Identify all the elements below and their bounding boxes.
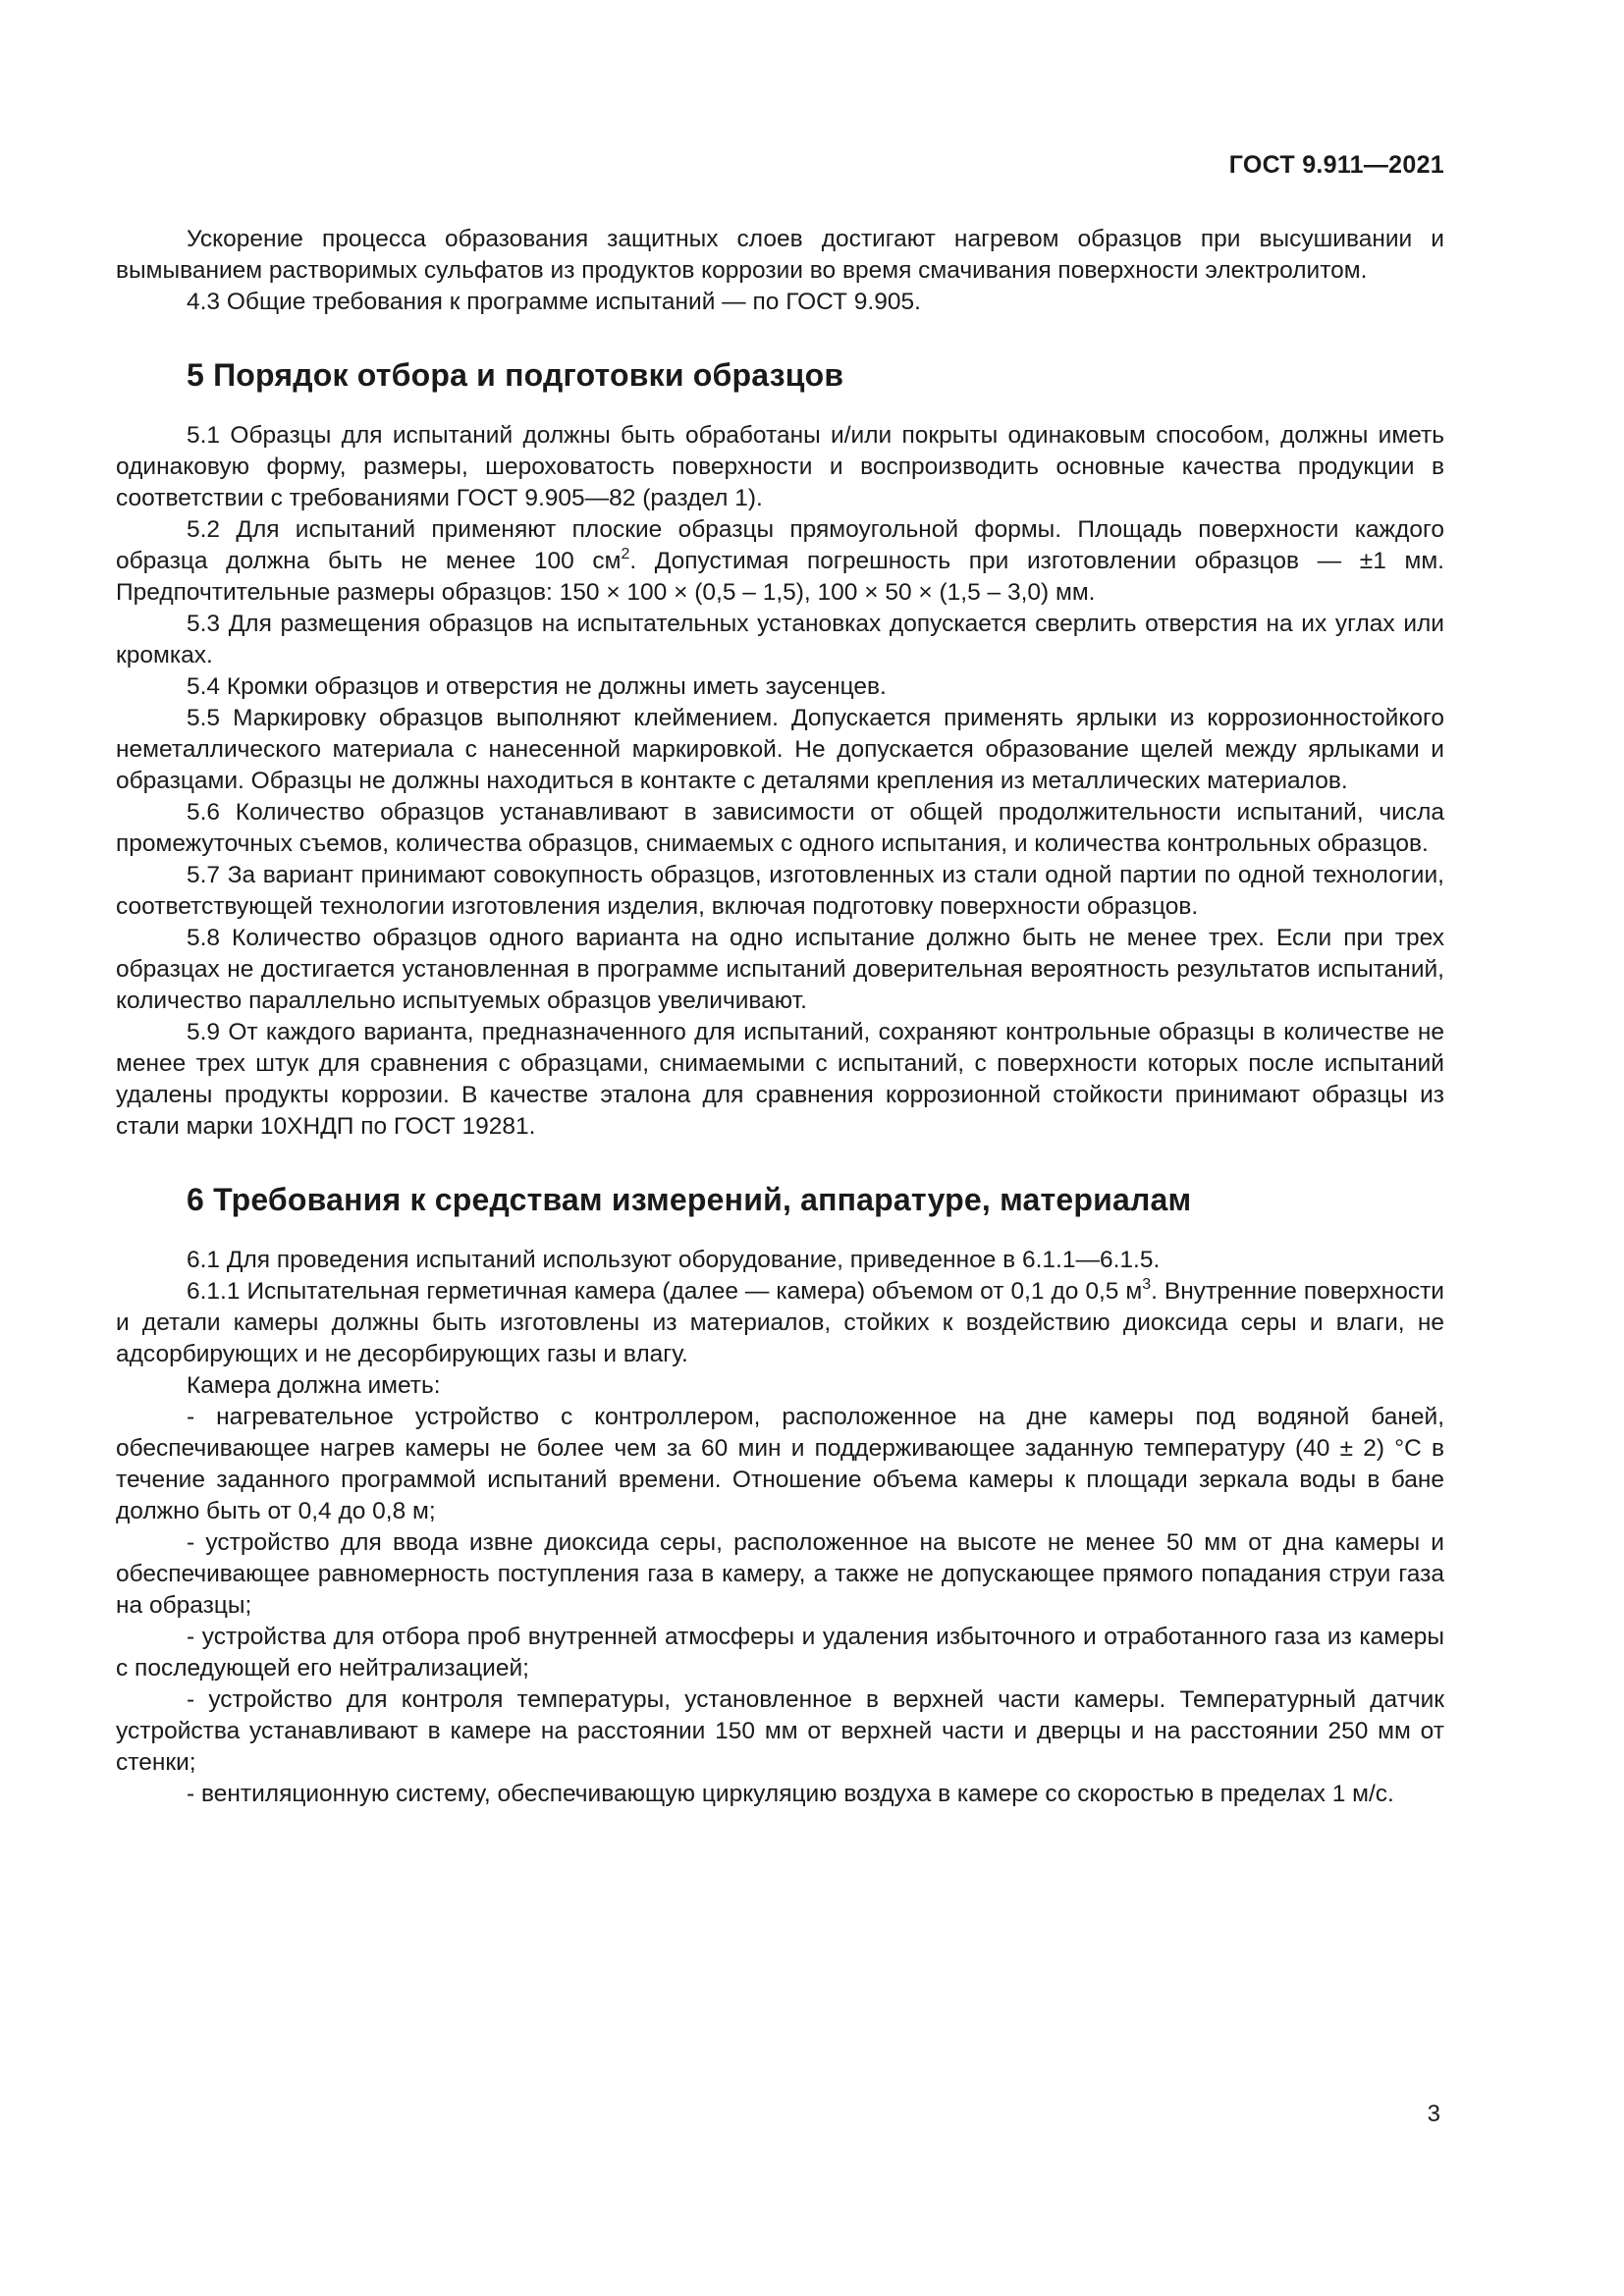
paragraph: 5.3 Для размещения образцов на испытательных установках допускается сверлить отверстия на их углах или кромках. [116,611,1444,668]
page-number: 3 [1427,2101,1440,2127]
list-item: - устройства для отбора проб внутренней атмосферы и удаления избыточного и отработанного газа из камеры с последующей его нейтрализацией; [116,1624,1444,1682]
paragraph: 5.5 Маркировку образцов выполняют клеймением. Допускается применять ярлыки из коррозионностойкого неметаллического материала с нанесенной маркировкой. Не допускается образование щелей между ярлыками и образцами. Образцы не должны находиться в контакте с деталями крепления из металлических материалов. [116,705,1444,794]
paragraph [116,1276,1444,1370]
paragraph: 5.6 Количество образцов устанавливают в зависимости от общей продолжительности испытаний, числа промежуточных съемов, количества образцов, снимаемых с одного испытания, и количества контрольных образцов. [116,799,1444,857]
paragraph: Камера должна иметь: [187,1372,441,1399]
paragraph: 5.1 Образцы для испытаний должны быть обработаны и/или покрыты одинаковым способом, должны иметь одинаковую форму, размеры, шероховатость поверхности и воспроизводить основные качества продукции в соответствии с требованиями ГОСТ 9.905—82 (раздел 1). [116,422,1444,511]
paragraph [116,514,1444,609]
paragraph: 5.7 За вариант принимают совокупность образцов, изготовленных из стали одной партии по одной технологии, соответствующей технологии изготовления изделия, включая подготовку поверхности образцов. [116,862,1444,920]
text-run: . Внутренние поверхности и детали камеры должны быть изготовлены из материалов, стойких к воздействию диоксида серы и влаги, не адсорбирующих и не десорбирующих газы и влагу. [116,1278,1444,1367]
paragraph: 4.3 Общие требования к программе испытаний — по ГОСТ 9.905. [187,289,921,315]
document-id-header: ГОСТ 9.911—2021 [1228,151,1444,179]
paragraph: 6.1 Для проведения испытаний используют оборудование, приведенное в 6.1.1—6.1.5. [187,1247,1161,1273]
document-body [116,224,1444,1810]
paragraph: Ускорение процесса образования защитных слоев достигают нагревом образцов при высушивании и вымыванием растворимых сульфатов из продуктов коррозии во время смачивания поверхности электролитом. [116,226,1444,284]
superscript: 3 [1142,1276,1152,1293]
list-item: - нагревательное устройство с контроллером, расположенное на дне камеры под водяной баней, обеспечивающее нагрев камеры не более чем за 60 мин и поддерживающее заданную температуру (40 ± 2) °С в течение заданного программой испытаний времени. Отношение объема камеры к площади зеркала воды в бане должно быть от 0,4 до 0,8 м; [116,1404,1444,1524]
list-item: - устройство для контроля температуры, установленное в верхней части камеры. Температурный датчик устройства устанавливают в камере на расстоянии 150 мм от верхней части и дверцы и на расстоянии 250 мм от стенки; [116,1686,1444,1776]
paragraph: 5.9 От каждого варианта, предназначенного для испытаний, сохраняют контрольные образцы в количестве не менее трех штук для сравнения с образцами, снимаемыми с испытаний, с поверхности которых после испытаний удалены продукты коррозии. В качестве эталона для сравнения коррозионной стойкости принимают образцы из стали марки 10ХНДП по ГОСТ 19281. [116,1019,1444,1140]
section-6-heading: 6 Требования к средствам измерений, аппаратуре, материалам [187,1182,1192,1217]
text-run: 5.2 Для испытаний применяют плоские образцы прямоугольной формы. Площадь поверхности каждого образца должна быть не менее 100 см [116,516,1444,574]
text-run: 6.1.1 Испытательная герметичная камера (далее — камера) объемом от 0,1 до 0,5 м [187,1278,1143,1305]
superscript: 2 [621,546,630,562]
paragraph: 5.4 Кромки образцов и отверстия не должны иметь заусенцев. [187,673,887,700]
list-item: - устройство для ввода извне диоксида серы, расположенное на высоте не менее 50 мм от дна камеры и обеспечивающее равномерность поступления газа в камеру, а также не допускающее прямого попадания струи газа на образцы; [116,1529,1444,1619]
list-item: - вентиляционную систему, обеспечивающую циркуляцию воздуха в камере со скоростью в пределах 1 м/с. [187,1781,1394,1807]
section-5-heading: 5 Порядок отбора и подготовки образцов [187,357,844,393]
paragraph: 5.8 Количество образцов одного варианта на одно испытание должно быть не менее трех. Если при трех образцах не достигается установленная в программе испытаний доверительная вероятность результатов испытаний, количество параллельно испытуемых образцов увеличивают. [116,925,1444,1014]
text-run: . Допустимая погрешность при изготовлении образцов — ±1 мм. Предпочтительные размеры образцов: 150 × 100 × (0,5 – 1,5), 100 × 50 × (1,5 – 3,0) мм. [116,548,1444,606]
